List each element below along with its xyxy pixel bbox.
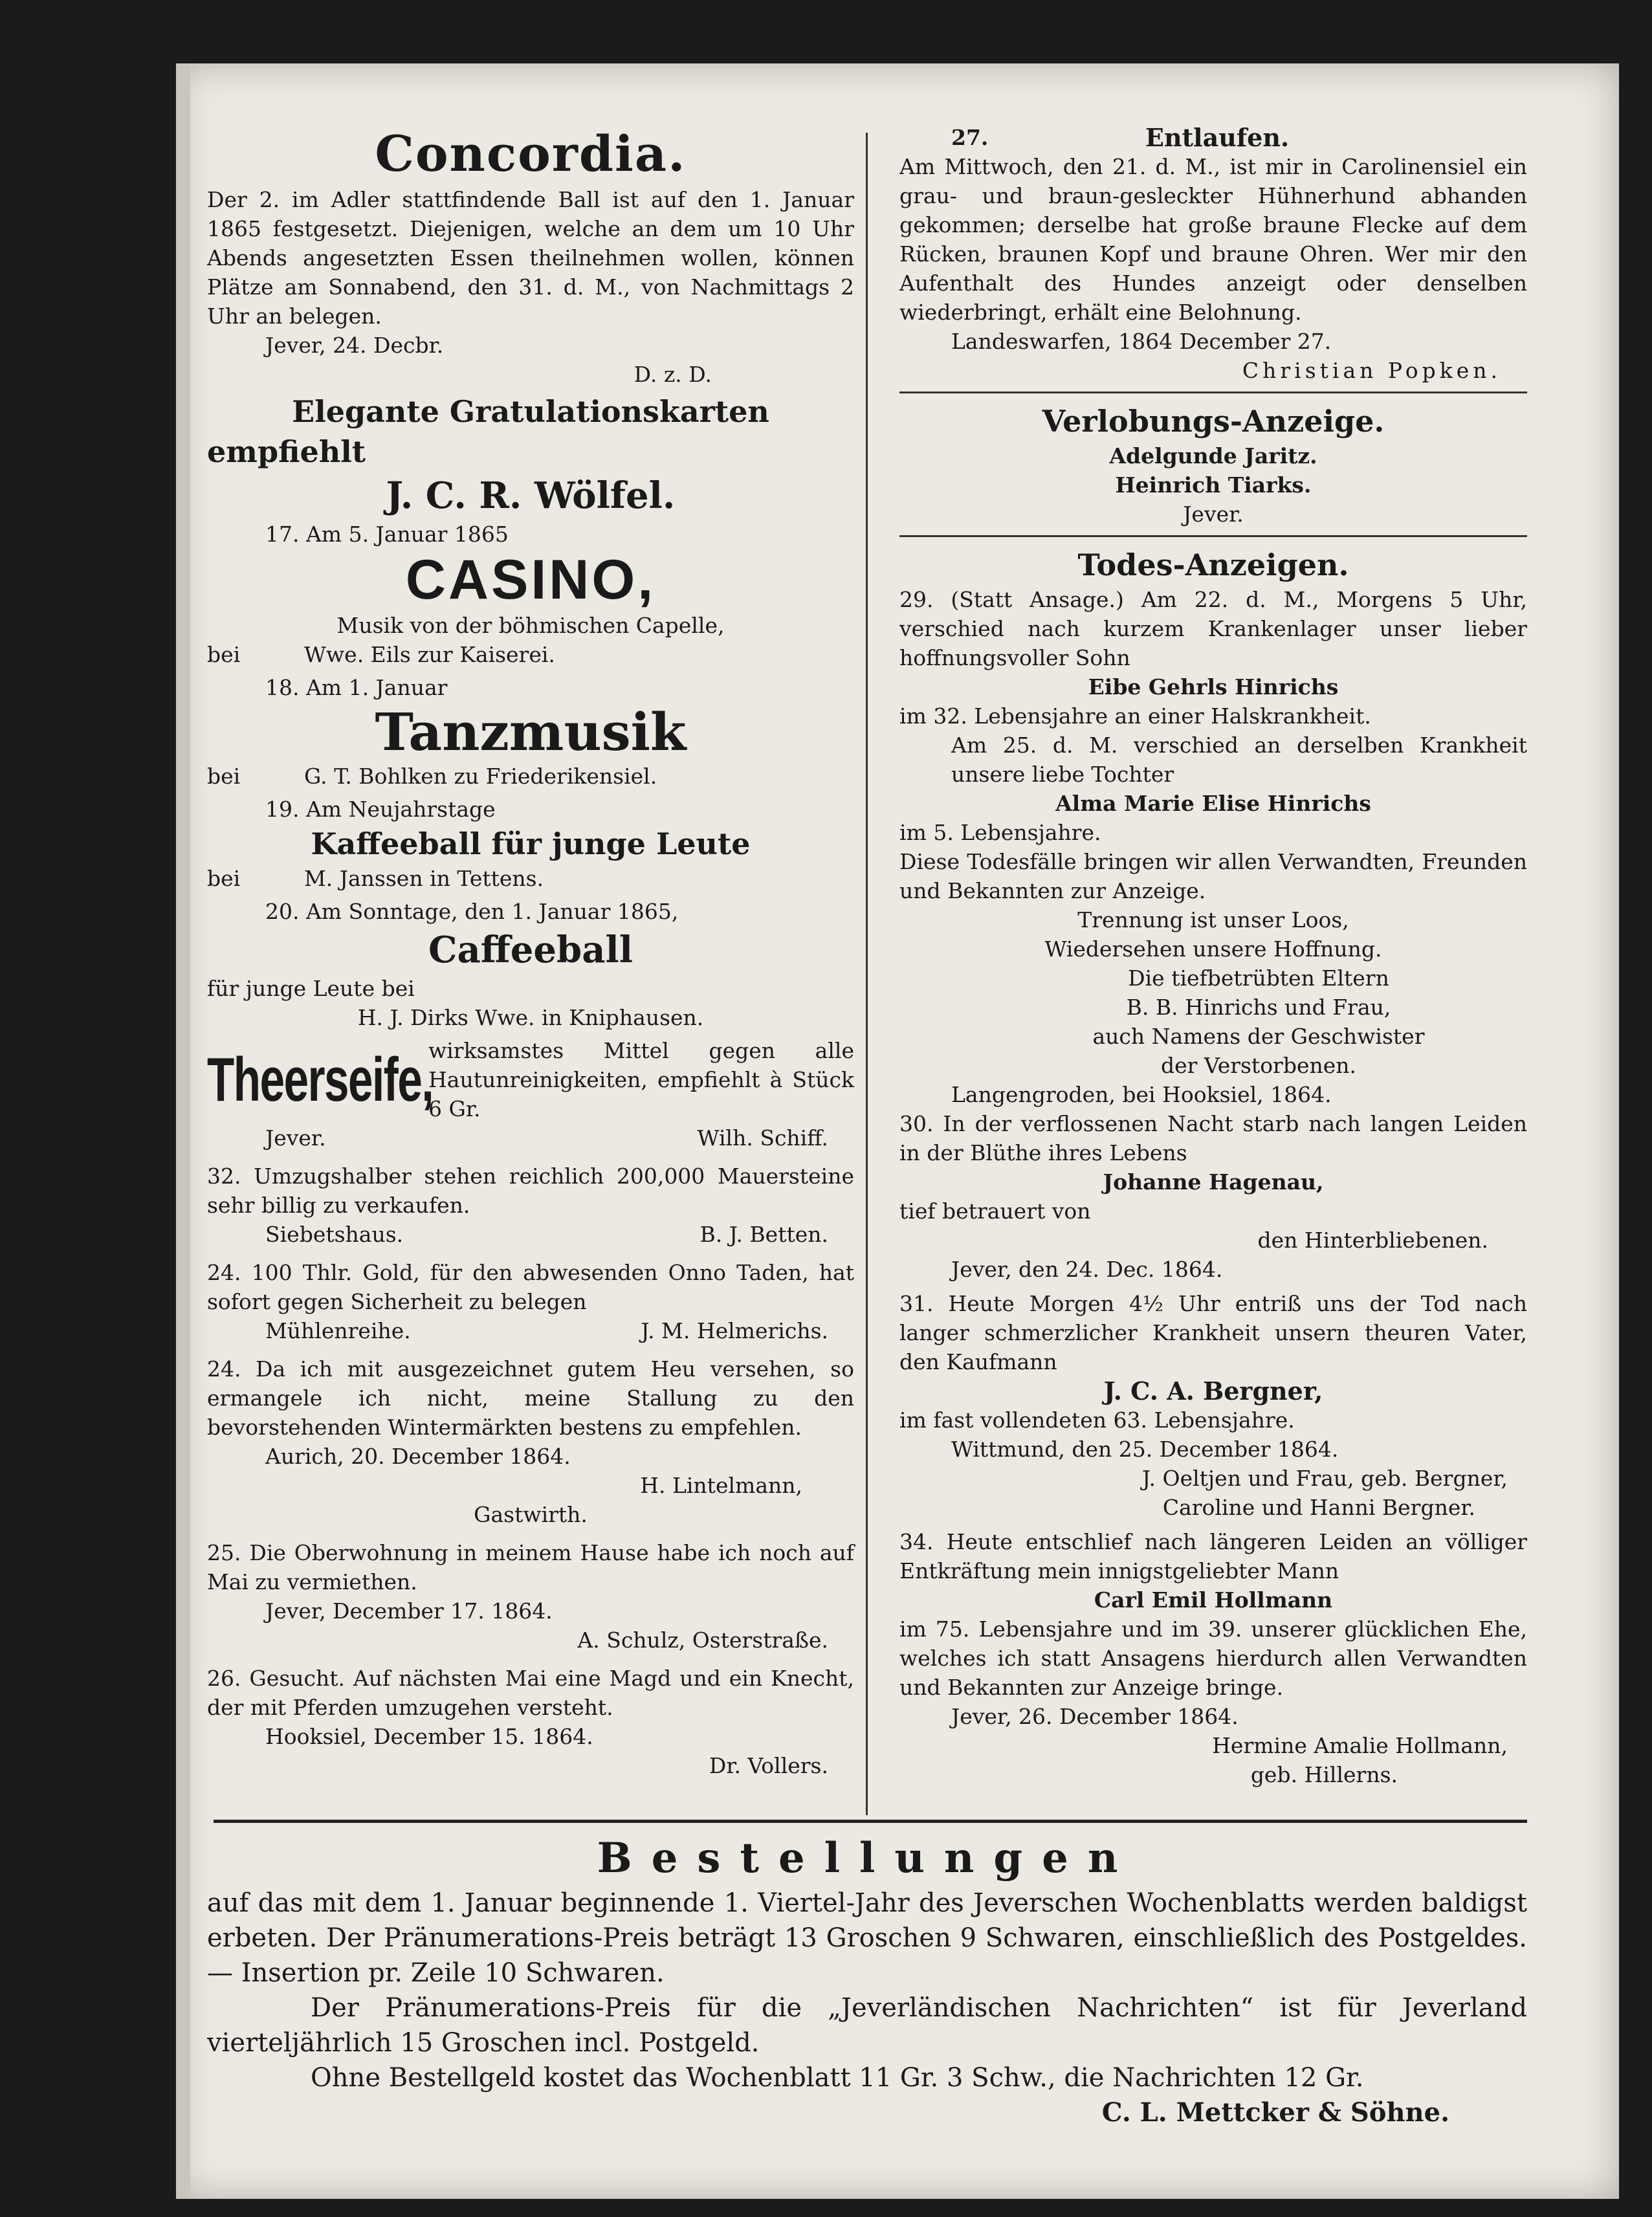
- verlobung-name-2: Heinrich Tiarks.: [1115, 472, 1312, 498]
- rule-todes: [899, 535, 1527, 537]
- ad24b-signature-title: Gastwirth.: [474, 1502, 588, 1527]
- ad31-text: 31. Heute Morgen 4½ Uhr entriß uns der Tod nach langer schmerzlicher Krankheit unsern theuren Vater, den Kaufmann: [899, 1291, 1527, 1374]
- casino-title: CASINO,: [405, 549, 656, 611]
- ad-25: [207, 1538, 854, 1655]
- ad34-signature-2: geb. Hillerns.: [1250, 1762, 1398, 1787]
- bestellungen-p2: Der Pränumerations-Preis für die „Jeverländischen Nachrichten“ ist für Jeverland vierteljährlich 15 Groschen incl. Postgeld.: [207, 1993, 1527, 2058]
- todes-p2: im 32. Lebensjahre an einer Halskrankheit.: [899, 703, 1371, 729]
- theerseife-title: Theerseife,: [207, 1044, 434, 1114]
- ad-concordia: [207, 123, 854, 389]
- verlobung-place: Jever.: [1183, 502, 1244, 527]
- kaffee1-bei: bei: [207, 866, 241, 891]
- ad31-name: J. C. A. Bergner,: [1103, 1376, 1323, 1406]
- ad24a-place: Mühlenreihe.: [265, 1318, 411, 1343]
- ad27-number: 27.: [951, 125, 989, 150]
- todes-verse-1: Trennung ist unser Loos,: [1077, 907, 1349, 932]
- todes-sign-1: Die tiefbetrübten Eltern: [1128, 965, 1389, 991]
- tanz-host: G. T. Bohlken zu Friederikensiel.: [304, 764, 657, 789]
- bottom-rule: [214, 1820, 1527, 1823]
- ad27-heading-row: [899, 123, 1527, 152]
- kaffee1-title: Kaffeeball für junge Leute: [311, 826, 751, 861]
- todes-p3: Am 25. d. M. verschied an derselben Krankheit unsere liebe Tochter: [951, 733, 1527, 787]
- bestellungen-p3: Ohne Bestellgeld kostet das Wochenblatt 11 Gr. 3 Schw., die Nachrichten 12 Gr.: [311, 2063, 1364, 2093]
- ad32-text: 32. Umzugshalber stehen reichlich 200,000 Mauersteine sehr billig zu verkaufen.: [207, 1164, 854, 1218]
- ad-31: [899, 1289, 1527, 1522]
- casino-bei: bei: [207, 642, 241, 667]
- ad-27: [899, 123, 1527, 385]
- ad30-place: Jever, den 24. Dec. 1864.: [951, 1257, 1223, 1282]
- casino-host: Wwe. Eils zur Kaiserei.: [304, 642, 555, 667]
- page-binding-edge: [176, 63, 190, 2199]
- verlobung-title: Verlobungs-Anzeige.: [1042, 404, 1385, 439]
- bestellungen-title: Bestellungen: [597, 1834, 1138, 1882]
- kaffee2-line: 20. Am Sonntage, den 1. Januar 1865,: [265, 899, 679, 924]
- ad-24b: [207, 1354, 854, 1529]
- tanz-host-row: [207, 762, 854, 791]
- ad-caffeeball: [207, 897, 854, 1032]
- concordia-title: Concordia.: [375, 125, 687, 182]
- ad24a-text: 24. 100 Thlr. Gold, für den abwesenden Onno Taden, hat sofort gegen Sicherheit zu belegen: [207, 1260, 854, 1314]
- todes-p4: im 5. Lebensjahre.: [899, 820, 1101, 845]
- kaffee2-text: für junge Leute bei: [207, 976, 415, 1001]
- kaffee1-host-row: [207, 864, 854, 893]
- todes-title: Todes-Anzeigen.: [1077, 547, 1349, 582]
- todes-place: Langengroden, bei Hooksiel, 1864.: [951, 1082, 1332, 1107]
- kaffee1-host: M. Janssen in Tettens.: [304, 866, 544, 891]
- ad26-place: Hooksiel, December 15. 1864.: [265, 1724, 593, 1749]
- todes-p5: Diese Todesfälle bringen wir allen Verwandten, Freunden und Bekannten zur Anzeige.: [899, 849, 1527, 903]
- concordia-text: Der 2. im Adler stattfindende Ball ist auf den 1. Januar 1865 festgesetzt. Diejenigen, welche an dem um 10 Uhr Abends angesetzten Essen theilnehmen wollen, können Plätze am Sonnabend, den 31. d. M., von Nachmittags 2 Uhr an belegen.: [207, 187, 854, 329]
- ad34-place: Jever, 26. December 1864.: [951, 1704, 1239, 1729]
- ad26-text: 26. Gesucht. Auf nächsten Mai eine Magd und ein Knecht, der mit Pferden umzugehen versteht.: [207, 1666, 854, 1720]
- concordia-place: Jever, 24. Decbr.: [265, 333, 444, 358]
- karten-name: J. C. R. Wölfel.: [386, 474, 676, 517]
- ad-tanzmusik: [207, 673, 854, 791]
- theerseife-footer: [207, 1123, 854, 1153]
- ad30-name: Johanne Hagenau,: [1103, 1169, 1324, 1195]
- ad-gratulationskarten: [207, 392, 854, 520]
- ad-todesanzeigen: [899, 545, 1527, 1109]
- ad32-signature: B. J. Betten.: [699, 1222, 828, 1247]
- ad30-signature: den Hinterbliebenen.: [1257, 1228, 1488, 1253]
- ad32-footer: [207, 1220, 854, 1249]
- tanz-line: 18. Am 1. Januar: [265, 675, 448, 700]
- bestellungen-notice: [207, 1831, 1527, 2130]
- ad34-text: 34. Heute entschlief nach längeren Leiden an völliger Entkräftung mein innigstgeliebter Mann: [899, 1529, 1527, 1583]
- ad-theerseife: [207, 1036, 854, 1123]
- ad27-title: Entlaufen.: [1145, 123, 1290, 152]
- right-column: [899, 123, 1527, 1789]
- ad-kaffeeball: [207, 795, 854, 893]
- ad27-signature: Christian Popken.: [1242, 358, 1501, 383]
- todes-verse-2: Wiedersehen unsere Hoffnung.: [1044, 936, 1382, 962]
- left-column: [207, 123, 854, 1780]
- ad32-place: Siebetshaus.: [265, 1222, 404, 1247]
- column-divider: [866, 133, 868, 1815]
- ad34-name: Carl Emil Hollmann: [1094, 1587, 1333, 1613]
- ad24b-signature: H. Lintelmann,: [640, 1473, 802, 1498]
- ad25-text: 25. Die Oberwohnung in meinem Hause habe ich noch auf Mai zu vermiethen.: [207, 1540, 854, 1594]
- ad30-text-2: tief betrauert von: [899, 1198, 1091, 1224]
- todes-sign-2: B. B. Hinrichs und Frau,: [1126, 995, 1391, 1020]
- kaffee2-title: Caffeeball: [428, 929, 633, 971]
- todes-name-1: Eibe Gehrls Hinrichs: [1088, 674, 1339, 700]
- ad30-text: 30. In der verflossenen Nacht starb nach langen Leiden in der Blüthe ihres Lebens: [899, 1111, 1527, 1165]
- theerseife-text: wirksamstes Mittel gegen alle Hautunreinigkeiten, empfiehlt à Stück 6 Gr.: [428, 1038, 854, 1121]
- theerseife-place: Jever.: [265, 1125, 326, 1151]
- ad34-text-2: im 75. Lebensjahre und im 39. unserer glücklichen Ehe, welches ich statt Ansagens hierdurch allen Verwandten und Bekannten zur Anzeige bringe.: [899, 1616, 1527, 1700]
- bestellungen-p1: auf das mit dem 1. Januar beginnende 1. Viertel-Jahr des Jeverschen Wochenblatts werden baldigst erbeten. Der Pränumerations-Preis beträgt 13 Groschen 9 Schwaren, einschließlich des Postgeldes. — Insertion pr. Zeile 10 Schwaren.: [207, 1888, 1527, 1988]
- ad24b-text: 24. Da ich mit ausgezeichnet gutem Heu versehen, so ermangele ich nicht, meine Stallung zu den bevorstehenden Wintermärkten bestens zu empfehlen.: [207, 1356, 854, 1440]
- ad-26: [207, 1664, 854, 1780]
- ad-24a: [207, 1258, 854, 1345]
- todes-sign-3: auch Namens der Geschwister: [1092, 1024, 1425, 1049]
- tanz-title: Tanzmusik: [375, 701, 687, 762]
- kaffee1-line: 19. Am Neujahrstage: [265, 797, 496, 822]
- todes-p1: 29. (Statt Ansage.) Am 22. d. M., Morgens 5 Uhr, verschied nach kurzem Krankenlager unser lieber hoffnungsvoller Sohn: [899, 587, 1527, 670]
- ad27-place: Landeswarfen, 1864 December 27.: [951, 329, 1332, 354]
- rule-verlobung: [899, 392, 1527, 393]
- ad-34: [899, 1527, 1527, 1789]
- tanz-bei: bei: [207, 764, 241, 789]
- bestellungen-signature: C. L. Mettcker & Söhne.: [1101, 2097, 1449, 2128]
- casino-text: Musik von der böhmischen Capelle,: [336, 613, 725, 638]
- casino-line: 17. Am 5. Januar 1865: [265, 522, 509, 547]
- ad25-place: Jever, December 17. 1864.: [265, 1598, 553, 1624]
- ad31-place: Wittmund, den 25. December 1864.: [951, 1437, 1339, 1462]
- ad31-signature-1: J. Oeltjen und Frau, geb. Bergner,: [1141, 1466, 1508, 1491]
- ad-30: [899, 1109, 1527, 1284]
- ad24a-footer: [207, 1316, 854, 1345]
- todes-name-2: Alma Marie Elise Hinrichs: [1055, 791, 1371, 816]
- casino-host-row: [207, 640, 854, 669]
- kaffee2-host: H. J. Dirks Wwe. in Kniphausen.: [357, 1005, 704, 1030]
- ad24b-place: Aurich, 20. December 1864.: [265, 1444, 571, 1469]
- ad25-signature: A. Schulz, Osterstraße.: [577, 1627, 828, 1653]
- ad34-signature-1: Hermine Amalie Hollmann,: [1212, 1733, 1508, 1758]
- ad-32: [207, 1162, 854, 1249]
- ad26-signature: Dr. Vollers.: [709, 1753, 828, 1778]
- ad-casino: [207, 520, 854, 669]
- ad27-text: Am Mittwoch, den 21. d. M., ist mir in Carolinensiel ein grau- und braun-gesleckter Hühnerhund abhanden gekommen; derselbe hat große braune Flecke auf dem Rücken, braunen Kopf und braune Ohren. Wer mir den Aufenthalt des Hundes anzeigt oder denselben wiederbringt, erhält eine Belohnung.: [899, 154, 1527, 325]
- theerseife-signature: Wilh. Schiff.: [697, 1125, 828, 1151]
- ad31-signature-2: Caroline und Hanni Bergner.: [1162, 1495, 1475, 1520]
- ad31-text-2: im fast vollendeten 63. Lebensjahre.: [899, 1407, 1295, 1433]
- verlobung-name-1: Adelgunde Jaritz.: [1109, 443, 1317, 469]
- ad-verlobung: [899, 401, 1527, 529]
- ad24a-signature: J. M. Helmerichs.: [641, 1318, 828, 1343]
- concordia-signature: D. z. D.: [633, 362, 712, 387]
- todes-sign-4: der Verstorbenen.: [1160, 1053, 1357, 1078]
- karten-line: empfiehlt: [207, 434, 366, 469]
- karten-title: Elegante Gratulationskarten: [292, 394, 769, 429]
